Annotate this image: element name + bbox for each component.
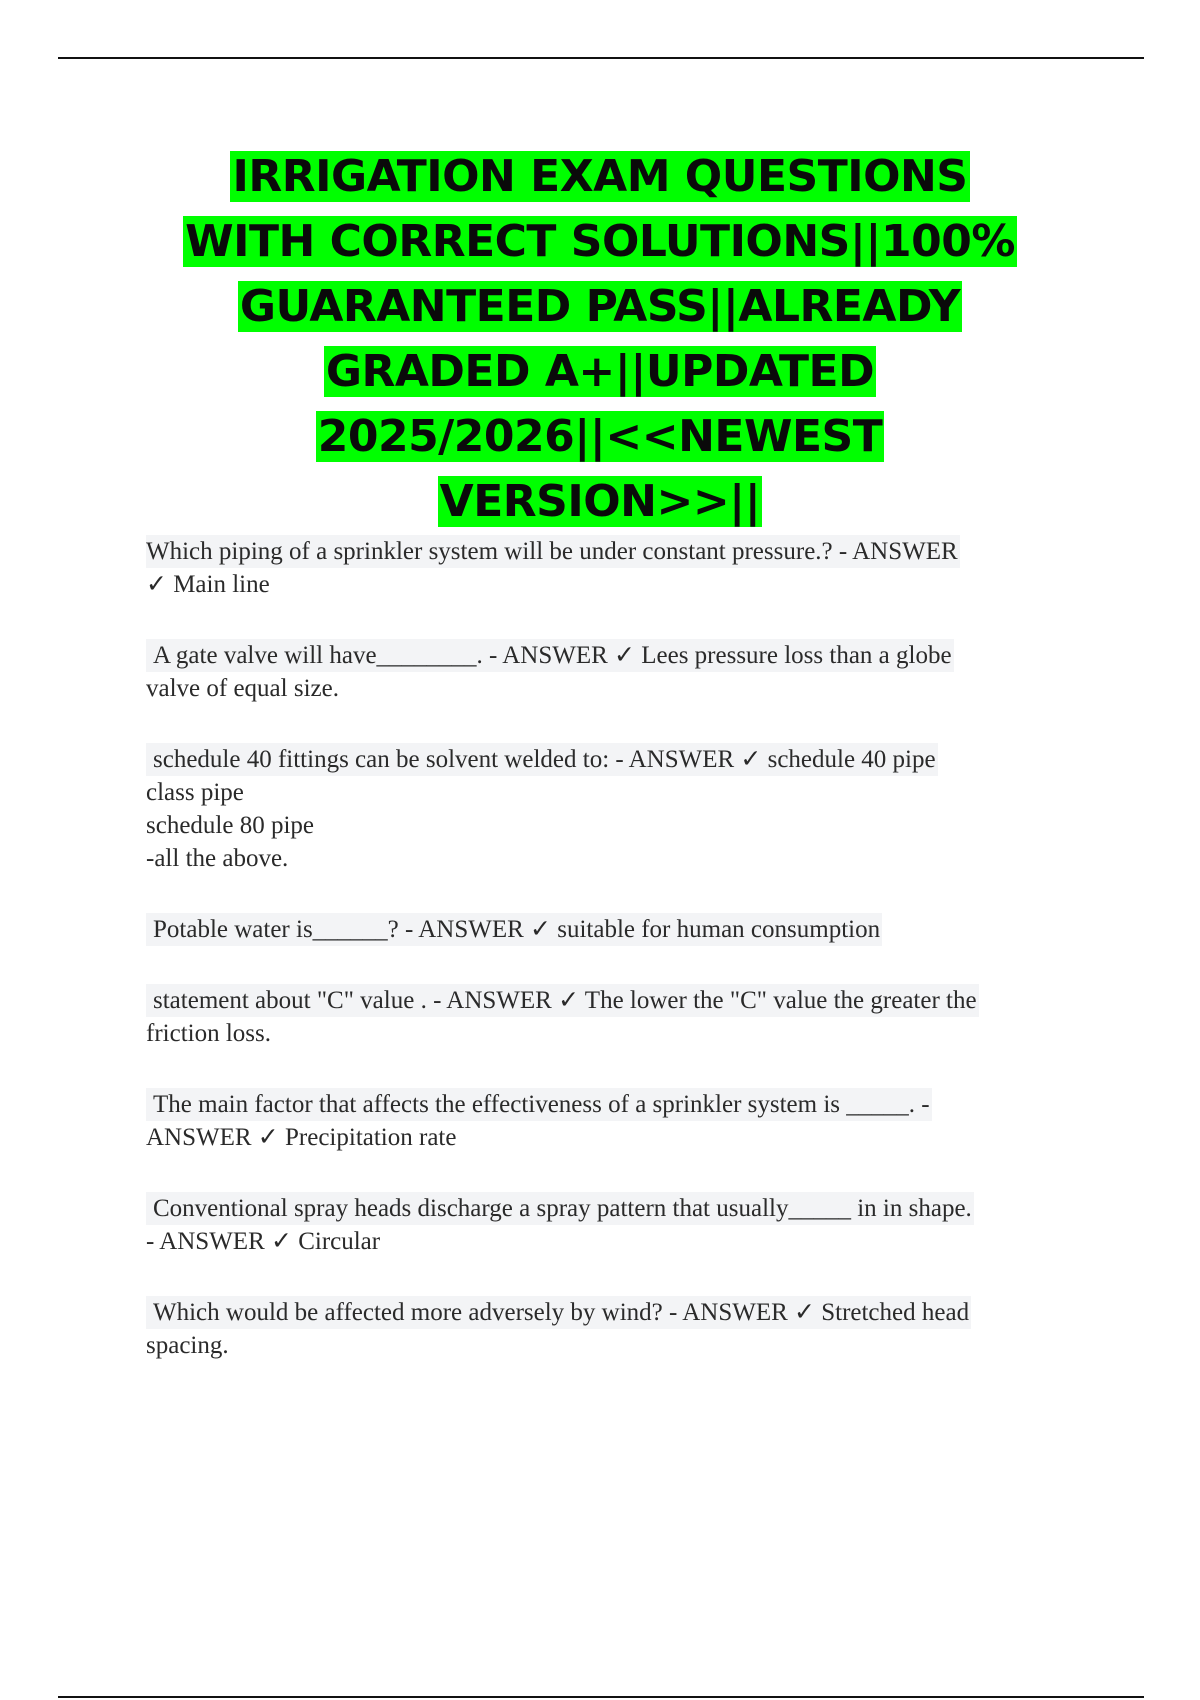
title-line: WITH CORRECT SOLUTIONS||100% [185,216,1015,267]
answer-text: schedule 80 pipe [146,812,315,839]
title-line: GUARANTEED PASS||ALREADY [239,281,961,332]
answer-text: valve of equal size. [146,675,339,702]
qa-list [146,535,1091,1400]
question-text: Which piping of a sprinkler system will be under constant pressure.? - ANSWER [146,535,960,568]
question-text: The main factor that affects the effectiveness of a sprinkler system is _____. - [146,1088,932,1121]
question-text: Which would be affected more adversely by wind? - ANSWER ✓ Stretched head [146,1296,971,1329]
qa-item [146,913,1091,946]
title-line: VERSION>>|| [439,476,761,527]
top-rule [58,57,1144,59]
question-text: A gate valve will have________. - ANSWER ✓ Lees pressure loss than a globe [146,639,954,672]
answer-text: spacing. [146,1332,229,1359]
qa-item [146,1192,1091,1258]
title-line: IRRIGATION EXAM QUESTIONS [232,151,968,202]
title-line: 2025/2026||<<NEWEST [317,411,883,462]
answer-text: - ANSWER ✓ Circular [146,1228,381,1255]
document-title [100,144,1100,534]
answer-text: class pipe [146,779,244,806]
question-text: Potable water is______? - ANSWER ✓ suitable for human consumption [146,913,882,946]
question-text: statement about "C" value . - ANSWER ✓ The lower the "C" value the greater the [146,984,979,1017]
qa-item [146,639,1091,705]
qa-item [146,1296,1091,1362]
answer-text: ANSWER ✓ Precipitation rate [146,1124,457,1151]
bottom-rule [58,1696,1144,1698]
qa-item [146,743,1091,875]
qa-item [146,535,1091,601]
answer-text: friction loss. [146,1020,271,1047]
title-line: GRADED A+||UPDATED [325,346,875,397]
answer-text: -all the above. [146,845,289,872]
answer-text: ✓ Main line [146,571,270,598]
qa-item [146,1088,1091,1154]
qa-item [146,984,1091,1050]
question-text: schedule 40 fittings can be solvent welded to: - ANSWER ✓ schedule 40 pipe [146,743,938,776]
question-text: Conventional spray heads discharge a spray pattern that usually_____ in in shape. [146,1192,974,1225]
